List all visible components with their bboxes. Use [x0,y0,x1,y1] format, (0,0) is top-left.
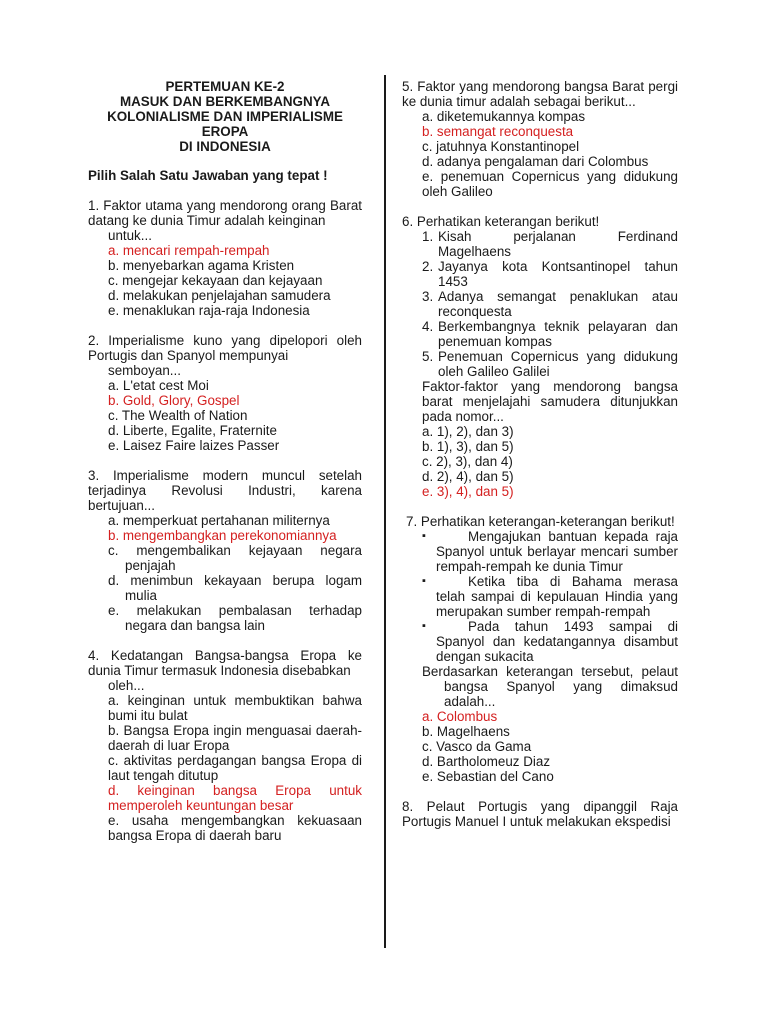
question-8 [402,799,678,829]
question-8-text: 8. Pelaut Portugis yang dipanggil Raja Portugis Manuel I untuk melakukan ekspedisi [402,799,678,829]
item-text: Adanya semangat penaklukan atau reconquesta [438,289,678,319]
question-4 [88,648,362,843]
item-number: 4. [422,319,434,334]
question-6-option-d: d. 2), 4), dan 5) [422,469,514,484]
question-6-item [402,259,678,289]
question-2-cont: semboyan... [108,363,181,378]
question-4-text: 4. Kedatangan Bangsa-bangsa Eropa ke dunia Timur termasuk Indonesia disebabkan [88,648,362,678]
question-6-option-b: b. 1), 3), dan 5) [422,439,514,454]
question-7-item [402,619,678,664]
question-6-item [402,349,678,379]
question-6 [402,214,678,499]
question-5-option-e: e. penemuan Copernicus yang didukung oleh Galileo [422,169,678,199]
question-6-option-a: a. 1), 2), dan 3) [422,424,514,439]
question-1 [88,198,362,318]
question-1-option-a: a. mencari rempah-rempah [108,243,270,258]
question-7-option-e: e. Sebastian del Cano [422,769,554,784]
bullet-icon: ▪ [422,530,426,542]
question-2-text: 2. Imperialisme kuno yang dipelopori oleh Portugis dan Spanyol mempunyai [88,333,362,363]
question-6-text: 6. Perhatikan keterangan berikut! [402,214,600,229]
question-2-option-c: c. The Wealth of Nation [108,408,248,423]
item-text: Pada tahun 1493 sampai di Spanyol dan kedatangannya disambut dengan sukacita [436,619,678,664]
item-number: 3. [422,289,434,304]
document-title [88,79,362,154]
question-7-item [402,529,678,574]
question-7-text: 7. Perhatikan keterangan-keterangan berikut! [406,514,675,529]
left-column [88,79,362,843]
title-line-1: PERTEMUAN KE-2 [165,79,285,94]
bullet-icon: ▪ [422,575,426,587]
question-7-stem: Berdasarkan keterangan tersebut, pelaut bangsa Spanyol yang dimaksud adalah... [422,664,678,709]
question-6-option-e: e. 3), 4), dan 5) [422,484,514,499]
question-1-option-b: b. menyebarkan agama Kristen [108,258,295,273]
question-3-option-c: c. mengembalikan kejayaan negara penjajah [108,543,362,573]
item-text: Jayanya kota Kontsantinopel tahun 1453 [438,259,678,289]
question-1-text: 1. Faktor utama yang mendorong orang Barat datang ke dunia Timur adalah keinginan [88,198,362,228]
question-2 [88,333,362,453]
item-number: 2. [422,259,434,274]
right-column [402,79,678,829]
question-7-option-a: a. Colombus [422,709,498,724]
question-1-option-e: e. menaklukan raja-raja Indonesia [108,303,310,318]
question-5-text: 5. Faktor yang mendorong bangsa Barat pergi ke dunia timur adalah sebagai berikut... [402,79,678,109]
question-1-option-c: c. mengejar kekayaan dan kejayaan [108,273,323,288]
item-text: Penemuan Copernicus yang didukung oleh Galileo Galilei [438,349,678,379]
title-line-5: DI INDONESIA [179,139,271,154]
question-4-option-d: d. keinginan bangsa Eropa untuk memperoleh keuntungan besar [108,783,362,813]
question-2-option-a: a. L'etat cest Moi [108,378,209,393]
question-4-cont: oleh... [108,678,145,693]
question-3-text: 3. Imperialisme modern muncul setelah terjadinya Revolusi Industri, karena bertujuan... [88,468,362,513]
question-7 [402,514,678,784]
item-text: Ketika tiba di Bahama merasa telah sampai di kepulauan Hindia yang merupakan sumber rempah-rempah [436,574,678,619]
question-2-option-d: d. Liberte, Egalite, Fraternite [108,423,277,438]
question-2-option-e: e. Laisez Faire laizes Passer [108,438,280,453]
question-1-cont: untuk... [108,228,152,243]
question-7-option-c: c. Vasco da Gama [422,739,532,754]
instruction-text: Pilih Salah Satu Jawaban yang tepat ! [88,168,328,183]
question-7-option-b: b. Magelhaens [422,724,510,739]
question-2-option-b: b. Gold, Glory, Gospel [108,393,240,408]
question-3-option-e: e. melakukan pembalasan terhadap negara dan bangsa lain [108,603,362,633]
question-6-item [402,229,678,259]
question-6-option-c: c. 2), 3), dan 4) [422,454,513,469]
bullet-icon: ▪ [422,620,426,632]
question-6-stem: Faktor-faktor yang mendorong bangsa barat menjelajahi samudera ditunjukkan pada nomor... [422,379,678,424]
item-text: Kisah perjalanan Ferdinand Magelhaens [438,229,678,259]
question-3-option-a: a. memperkuat pertahanan militernya [108,513,330,528]
question-7-item [402,574,678,619]
question-3-option-d: d. menimbun kekayaan berupa logam mulia [108,573,362,603]
item-text: Berkembangnya teknik pelayaran dan penemuan kompas [438,319,678,349]
title-line-2: MASUK DAN BERKEMBANGNYA [119,94,331,109]
item-number: 1. [422,229,434,244]
question-4-option-a: a. keinginan untuk membuktikan bahwa bumi itu bulat [108,693,362,723]
title-line-4: EROPA [201,124,249,139]
question-5-option-c: c. jatuhnya Konstantinopel [422,139,580,154]
column-divider [384,75,386,948]
question-5-option-b: b. semangat reconquesta [422,124,574,139]
question-6-item [402,289,678,319]
question-1-option-d: d. melakukan penjelajahan samudera [108,288,331,303]
question-4-option-b: b. Bangsa Eropa ingin menguasai daerah-daerah di luar Eropa [108,723,362,753]
item-text: Mengajukan bantuan kepada raja Spanyol untuk berlayar mencari sumber rempah-rempah ke dunia Timur [436,529,678,574]
question-5-option-d: d. adanya pengalaman dari Colombus [422,154,649,169]
question-3 [88,468,362,633]
question-7-option-d: d. Bartholomeuz Diaz [422,754,551,769]
question-3-option-b: b. mengembangkan perekonomiannya [108,528,337,543]
item-number: 5. [422,349,434,364]
question-6-item [402,319,678,349]
question-5-option-a: a. diketemukannya kompas [422,109,586,124]
question-4-option-c: c. aktivitas perdagangan bangsa Eropa di laut tengah ditutup [108,753,362,783]
question-4-option-e: e. usaha mengembangkan kekuasaan bangsa Eropa di daerah baru [108,813,362,843]
question-5 [402,79,678,199]
title-line-3: KOLONIALISME DAN IMPERIALISME [107,109,343,124]
